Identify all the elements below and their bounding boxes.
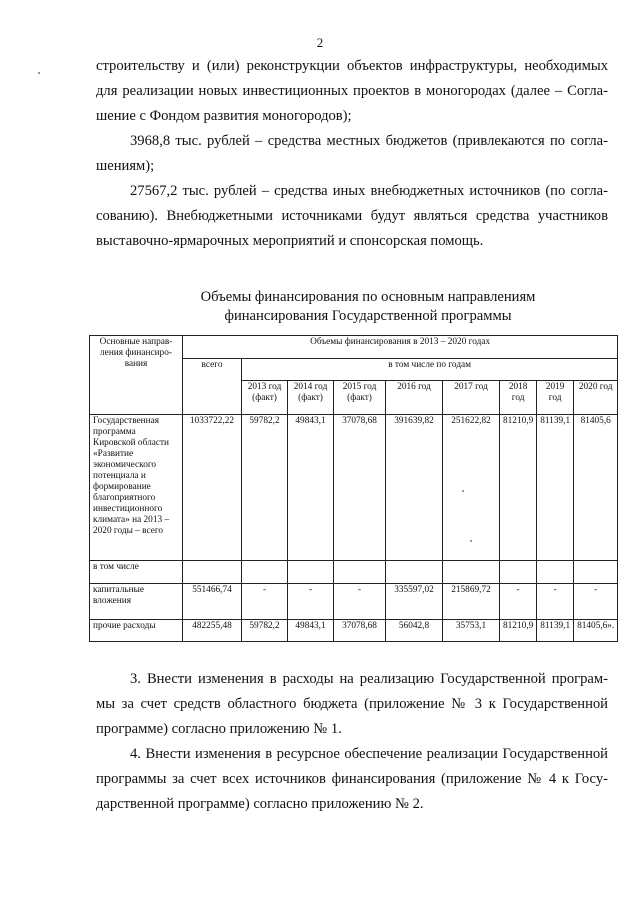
- cell-value: 81405,6: [574, 415, 618, 561]
- cell-value: -: [288, 584, 334, 620]
- text-line: шениям);: [96, 158, 155, 174]
- cell-value: [574, 561, 618, 584]
- text-line: сованию). Внебюджетными источниками будут являться средства участников: [96, 208, 608, 224]
- header-year: 2019 год: [537, 381, 574, 415]
- cell-value: [242, 561, 288, 584]
- paragraph-4: [96, 667, 608, 742]
- header-year: 2013 год (факт): [242, 381, 288, 415]
- cell-value: -: [537, 584, 574, 620]
- table-header-row: [90, 336, 618, 359]
- cell-value: 59782,2: [242, 620, 288, 642]
- cell-value: -: [242, 584, 288, 620]
- header-volumes: Объемы финансирования в 2013 – 2020 годах: [183, 336, 618, 359]
- cell-value: 81210,9: [500, 415, 537, 561]
- text-line: 3968,8 тыс. рублей – средства местных бюджетов (привлекаются по согла-: [130, 133, 608, 149]
- page-number: 2: [316, 35, 324, 50]
- cell-value: -: [500, 584, 537, 620]
- table-row: [90, 415, 618, 561]
- header-total: всего: [183, 359, 242, 415]
- cell-value: 81139,1: [537, 415, 574, 561]
- cell-value: 56042,8: [386, 620, 443, 642]
- header-by-years: в том числе по годам: [242, 359, 618, 381]
- cell-value: 49843,1: [288, 415, 334, 561]
- cell-value: [386, 561, 443, 584]
- header-year: 2017 год: [443, 381, 500, 415]
- scan-speck: [462, 490, 464, 492]
- cell-value: 49843,1: [288, 620, 334, 642]
- cell-value: 335597,02: [386, 584, 443, 620]
- cell-total: [183, 561, 242, 584]
- cell-total: 1033722,22: [183, 415, 242, 561]
- text-line: выставочно-ярмарочных мероприятий и спонсорская помощь.: [96, 233, 484, 249]
- financing-table: [89, 335, 618, 642]
- cell-value: 215869,72: [443, 584, 500, 620]
- paragraph-5: [96, 742, 608, 817]
- cell-value: 59782,2: [242, 415, 288, 561]
- row-label: капитальные вложения: [90, 584, 183, 620]
- paragraph-2: [96, 129, 608, 179]
- table-row: [90, 584, 618, 620]
- header-year: 2015 год (факт): [334, 381, 386, 415]
- cell-value: 35753,1: [443, 620, 500, 642]
- cell-value: [500, 561, 537, 584]
- header-year: 2016 год: [386, 381, 443, 415]
- header-year: 2014 год (факт): [288, 381, 334, 415]
- table-row: [90, 561, 618, 584]
- cell-value: 81405,6».: [574, 620, 618, 642]
- text-line: мы за счет средств областного бюджета (приложение № 3 к Государственной: [96, 696, 608, 712]
- table-row: [90, 620, 618, 642]
- text-line: программе) согласно приложению № 1.: [96, 721, 342, 737]
- cell-value: -: [334, 584, 386, 620]
- paragraph-1: [96, 54, 608, 129]
- text-line: строительству и (или) реконструкции объектов инфраструктуры, необходимых: [96, 58, 608, 74]
- text-line: 4. Внести изменения в ресурсное обеспечение реализации Государственной: [130, 746, 608, 762]
- table-title-line: Объемы финансирования по основным направлениям: [200, 289, 536, 305]
- cell-value: 37078,68: [334, 620, 386, 642]
- cell-value: 81139,1: [537, 620, 574, 642]
- row-label: Государственная программа Кировской области «Развитие экономического потенциала и формирование благоприятного инвестиционного климата» на 2013 – 2020 годы – всего: [90, 415, 183, 561]
- cell-total: 551466,74: [183, 584, 242, 620]
- table-title-line: финансирования Государственной программы: [224, 308, 512, 324]
- text-line: для реализации новых инвестиционных проектов в моногородах (далее – Согла-: [96, 83, 608, 99]
- header-year: 2020 год: [574, 381, 618, 415]
- table-title: [0, 288, 640, 326]
- cell-value: 251622,82: [443, 415, 500, 561]
- text-line: программы за счет всех источников финансирования (приложение № 4 к Госу-: [96, 771, 608, 787]
- cell-value: 81210,9: [500, 620, 537, 642]
- cell-value: [443, 561, 500, 584]
- scan-speck: [470, 540, 472, 542]
- cell-value: [288, 561, 334, 584]
- text-line: дарственной программе) согласно приложению № 2.: [96, 796, 424, 812]
- cell-total: 482255,48: [183, 620, 242, 642]
- cell-value: -: [574, 584, 618, 620]
- text-line: 27567,2 тыс. рублей – средства иных внебюджетных источников (по согла-: [130, 183, 608, 199]
- text-line: шение с Фондом развития моногородов);: [96, 108, 352, 124]
- cell-value: 391639,82: [386, 415, 443, 561]
- scan-speck: [38, 72, 40, 74]
- paragraph-3: [96, 179, 608, 254]
- cell-value: [334, 561, 386, 584]
- cell-value: 37078,68: [334, 415, 386, 561]
- text-line: 3. Внести изменения в расходы на реализацию Государственной програм-: [130, 671, 608, 687]
- row-label: прочие расходы: [90, 620, 183, 642]
- row-label: в том числе: [90, 561, 183, 584]
- header-direction: Основные направ- ления финансиро- вания: [90, 336, 183, 415]
- cell-value: [537, 561, 574, 584]
- header-year: 2018 год: [500, 381, 537, 415]
